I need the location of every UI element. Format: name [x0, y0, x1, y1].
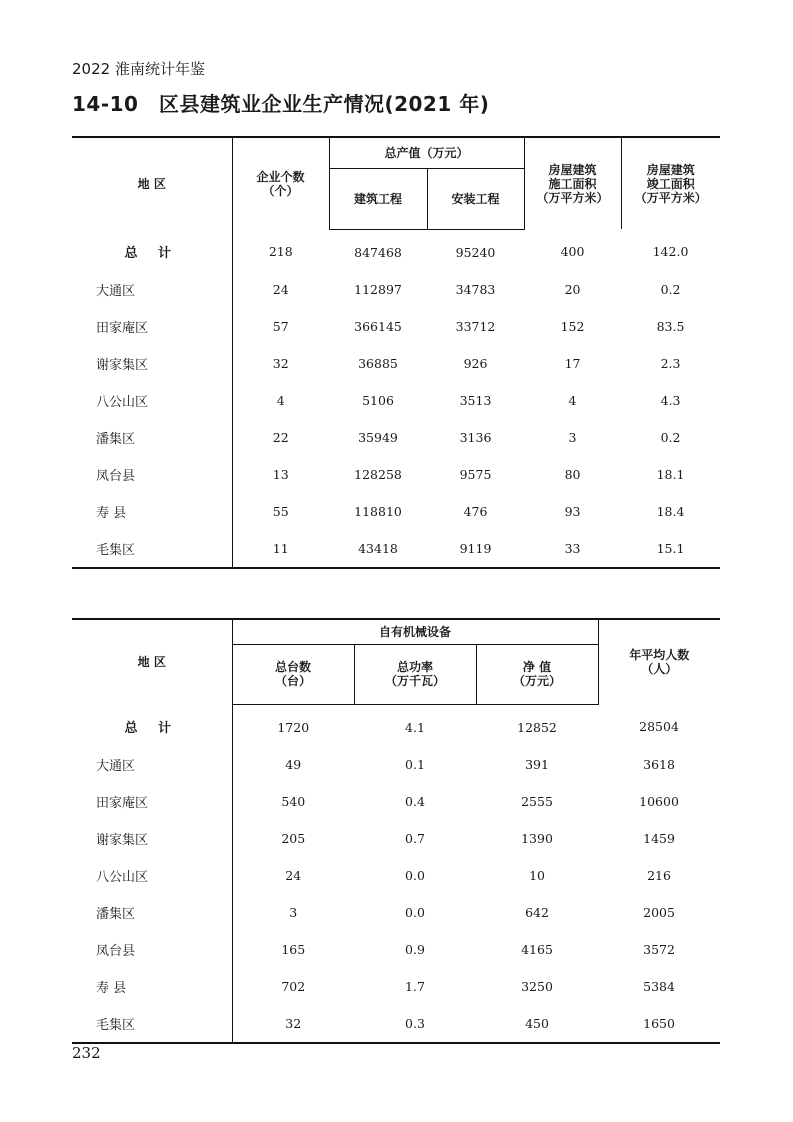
net-value-cell: 10	[529, 867, 545, 883]
total-units-cell: 24	[232, 857, 354, 894]
table-row	[72, 456, 720, 493]
header-total-units: 总台数 （台）	[232, 644, 354, 704]
area-completed-cell: 0.2	[660, 429, 681, 445]
table-row	[72, 894, 720, 931]
installation-cell: 3136	[459, 429, 492, 445]
installation-cell: 33712	[455, 318, 496, 334]
region-cell: 总 计	[124, 246, 180, 262]
avg-workers-cell: 3572	[643, 941, 675, 957]
net-value-cell: 391	[525, 756, 549, 772]
header-equipment-group: 自有机械设备	[232, 619, 598, 644]
region-cell: 潘集区	[96, 906, 136, 922]
header-region: 地 区	[137, 176, 166, 191]
region-cell: 毛集区	[96, 1017, 136, 1033]
area-completed-cell: 83.5	[656, 318, 685, 334]
region-cell: 谢家集区	[96, 832, 149, 848]
region-cell: 大通区	[96, 758, 136, 774]
area-completed-cell: 18.1	[656, 466, 685, 482]
enterprises-cell: 57	[232, 308, 329, 345]
avg-workers-cell: 216	[647, 867, 671, 883]
area-under-construction-cell: 3	[568, 429, 577, 445]
page-title: 14-10 区县建筑业企业生产情况(2021 年)	[72, 92, 490, 116]
header-net-value: 净 值 （万元）	[476, 644, 598, 704]
region-cell: 寿 县	[96, 505, 127, 521]
table-row	[72, 419, 720, 456]
header-total-power: 总功率 （万千瓦）	[354, 644, 476, 704]
net-value-cell: 4165	[521, 941, 553, 957]
header-area-under-construction: 房屋建筑 施工面积 （万平方米）	[524, 137, 621, 229]
region-cell: 凤台县	[96, 468, 136, 484]
total-units-cell: 3	[232, 894, 354, 931]
total-power-cell: 0.9	[405, 941, 425, 957]
construction-cell: 112897	[354, 281, 402, 297]
total-power-cell: 1.7	[405, 978, 425, 994]
region-cell: 大通区	[96, 283, 136, 299]
enterprises-cell: 4	[232, 382, 329, 419]
net-value-cell: 642	[525, 904, 549, 920]
enterprises-cell: 55	[232, 493, 329, 530]
total-units-cell: 49	[232, 746, 354, 783]
page-number: 232	[72, 1044, 101, 1062]
table-row	[72, 931, 720, 968]
region-cell: 八公山区	[96, 869, 149, 885]
header-construction: 建筑工程	[329, 168, 427, 229]
avg-workers-cell: 10600	[639, 793, 679, 809]
total-power-cell: 0.1	[405, 756, 425, 772]
region-cell: 田家庵区	[96, 320, 149, 336]
avg-workers-cell: 28504	[639, 719, 679, 735]
region-cell: 潘集区	[96, 431, 136, 447]
avg-workers-cell: 1650	[643, 1015, 675, 1031]
area-completed-cell: 4.3	[660, 392, 681, 408]
table-row	[72, 1005, 720, 1043]
header-installation: 安装工程	[427, 168, 524, 229]
header-output-group: 总产值（万元）	[329, 137, 524, 168]
area-under-construction-cell: 33	[564, 540, 581, 556]
area-under-construction-cell: 17	[564, 355, 581, 371]
table-row	[72, 857, 720, 894]
equipment-table	[72, 618, 720, 1044]
area-under-construction-cell: 400	[560, 244, 585, 260]
area-under-construction-cell: 93	[564, 503, 581, 519]
total-power-cell: 0.4	[405, 793, 425, 809]
net-value-cell: 3250	[521, 978, 553, 994]
net-value-cell: 2555	[521, 793, 553, 809]
region-cell: 田家庵区	[96, 795, 149, 811]
table-row	[72, 820, 720, 857]
area-completed-cell: 142.0	[652, 244, 689, 260]
table-row	[72, 229, 720, 271]
header-enterprises: 企业个数 （个）	[232, 137, 329, 229]
area-completed-cell: 18.4	[656, 503, 685, 519]
total-power-cell: 0.0	[405, 867, 425, 883]
header-avg-workers: 年平均人数 （人）	[598, 619, 720, 704]
installation-cell: 9119	[459, 540, 492, 556]
enterprises-cell: 11	[232, 530, 329, 568]
table-row	[72, 746, 720, 783]
avg-workers-cell: 5384	[643, 978, 675, 994]
enterprises-cell: 32	[232, 345, 329, 382]
construction-output-table	[72, 136, 720, 569]
total-power-cell: 0.7	[405, 830, 425, 846]
region-cell: 谢家集区	[96, 357, 149, 373]
construction-cell: 35949	[358, 429, 398, 445]
construction-cell: 118810	[354, 503, 402, 519]
total-units-cell: 165	[232, 931, 354, 968]
enterprises-cell: 13	[232, 456, 329, 493]
region-cell: 凤台县	[96, 943, 136, 959]
total-units-cell: 205	[232, 820, 354, 857]
installation-cell: 34783	[455, 281, 496, 297]
table-row	[72, 783, 720, 820]
total-power-cell: 0.3	[405, 1015, 425, 1031]
construction-cell: 43418	[358, 540, 398, 556]
table-row	[72, 345, 720, 382]
avg-workers-cell: 1459	[643, 830, 675, 846]
header-region: 地 区	[137, 655, 166, 669]
region-cell: 毛集区	[96, 542, 136, 558]
installation-cell: 476	[463, 503, 488, 519]
area-under-construction-cell: 4	[568, 392, 577, 408]
total-power-cell: 0.0	[405, 904, 425, 920]
header-area-completed: 房屋建筑 竣工面积 （万平方米）	[621, 137, 720, 229]
table-row	[72, 271, 720, 308]
net-value-cell: 12852	[517, 719, 557, 735]
area-under-construction-cell: 80	[564, 466, 581, 482]
table-row	[72, 493, 720, 530]
net-value-cell: 450	[525, 1015, 549, 1031]
table-row	[72, 704, 720, 746]
installation-cell: 9575	[459, 466, 492, 482]
area-completed-cell: 2.3	[660, 355, 681, 371]
area-under-construction-cell: 20	[564, 281, 581, 297]
total-units-cell: 702	[232, 968, 354, 1005]
installation-cell: 926	[463, 355, 488, 371]
table-row	[72, 308, 720, 345]
construction-cell: 847468	[354, 244, 402, 260]
total-power-cell: 4.1	[405, 719, 425, 735]
area-completed-cell: 15.1	[656, 540, 685, 556]
installation-cell: 95240	[455, 244, 496, 260]
installation-cell: 3513	[459, 392, 492, 408]
total-units-cell: 540	[232, 783, 354, 820]
running-header: 2022 淮南统计年鉴	[72, 60, 205, 78]
total-units-cell: 1720	[232, 704, 354, 746]
enterprises-cell: 218	[232, 229, 329, 271]
total-units-cell: 32	[232, 1005, 354, 1043]
region-cell: 八公山区	[96, 394, 149, 410]
avg-workers-cell: 3618	[643, 756, 675, 772]
enterprises-cell: 22	[232, 419, 329, 456]
region-cell: 寿 县	[96, 980, 127, 996]
construction-cell: 366145	[354, 318, 402, 334]
construction-cell: 5106	[362, 392, 394, 408]
area-completed-cell: 0.2	[660, 281, 681, 297]
table-row	[72, 382, 720, 419]
construction-cell: 36885	[358, 355, 398, 371]
area-under-construction-cell: 152	[560, 318, 585, 334]
table-row	[72, 530, 720, 568]
enterprises-cell: 24	[232, 271, 329, 308]
net-value-cell: 1390	[521, 830, 553, 846]
table-row	[72, 968, 720, 1005]
region-cell: 总 计	[124, 721, 180, 737]
construction-cell: 128258	[354, 466, 402, 482]
avg-workers-cell: 2005	[643, 904, 675, 920]
